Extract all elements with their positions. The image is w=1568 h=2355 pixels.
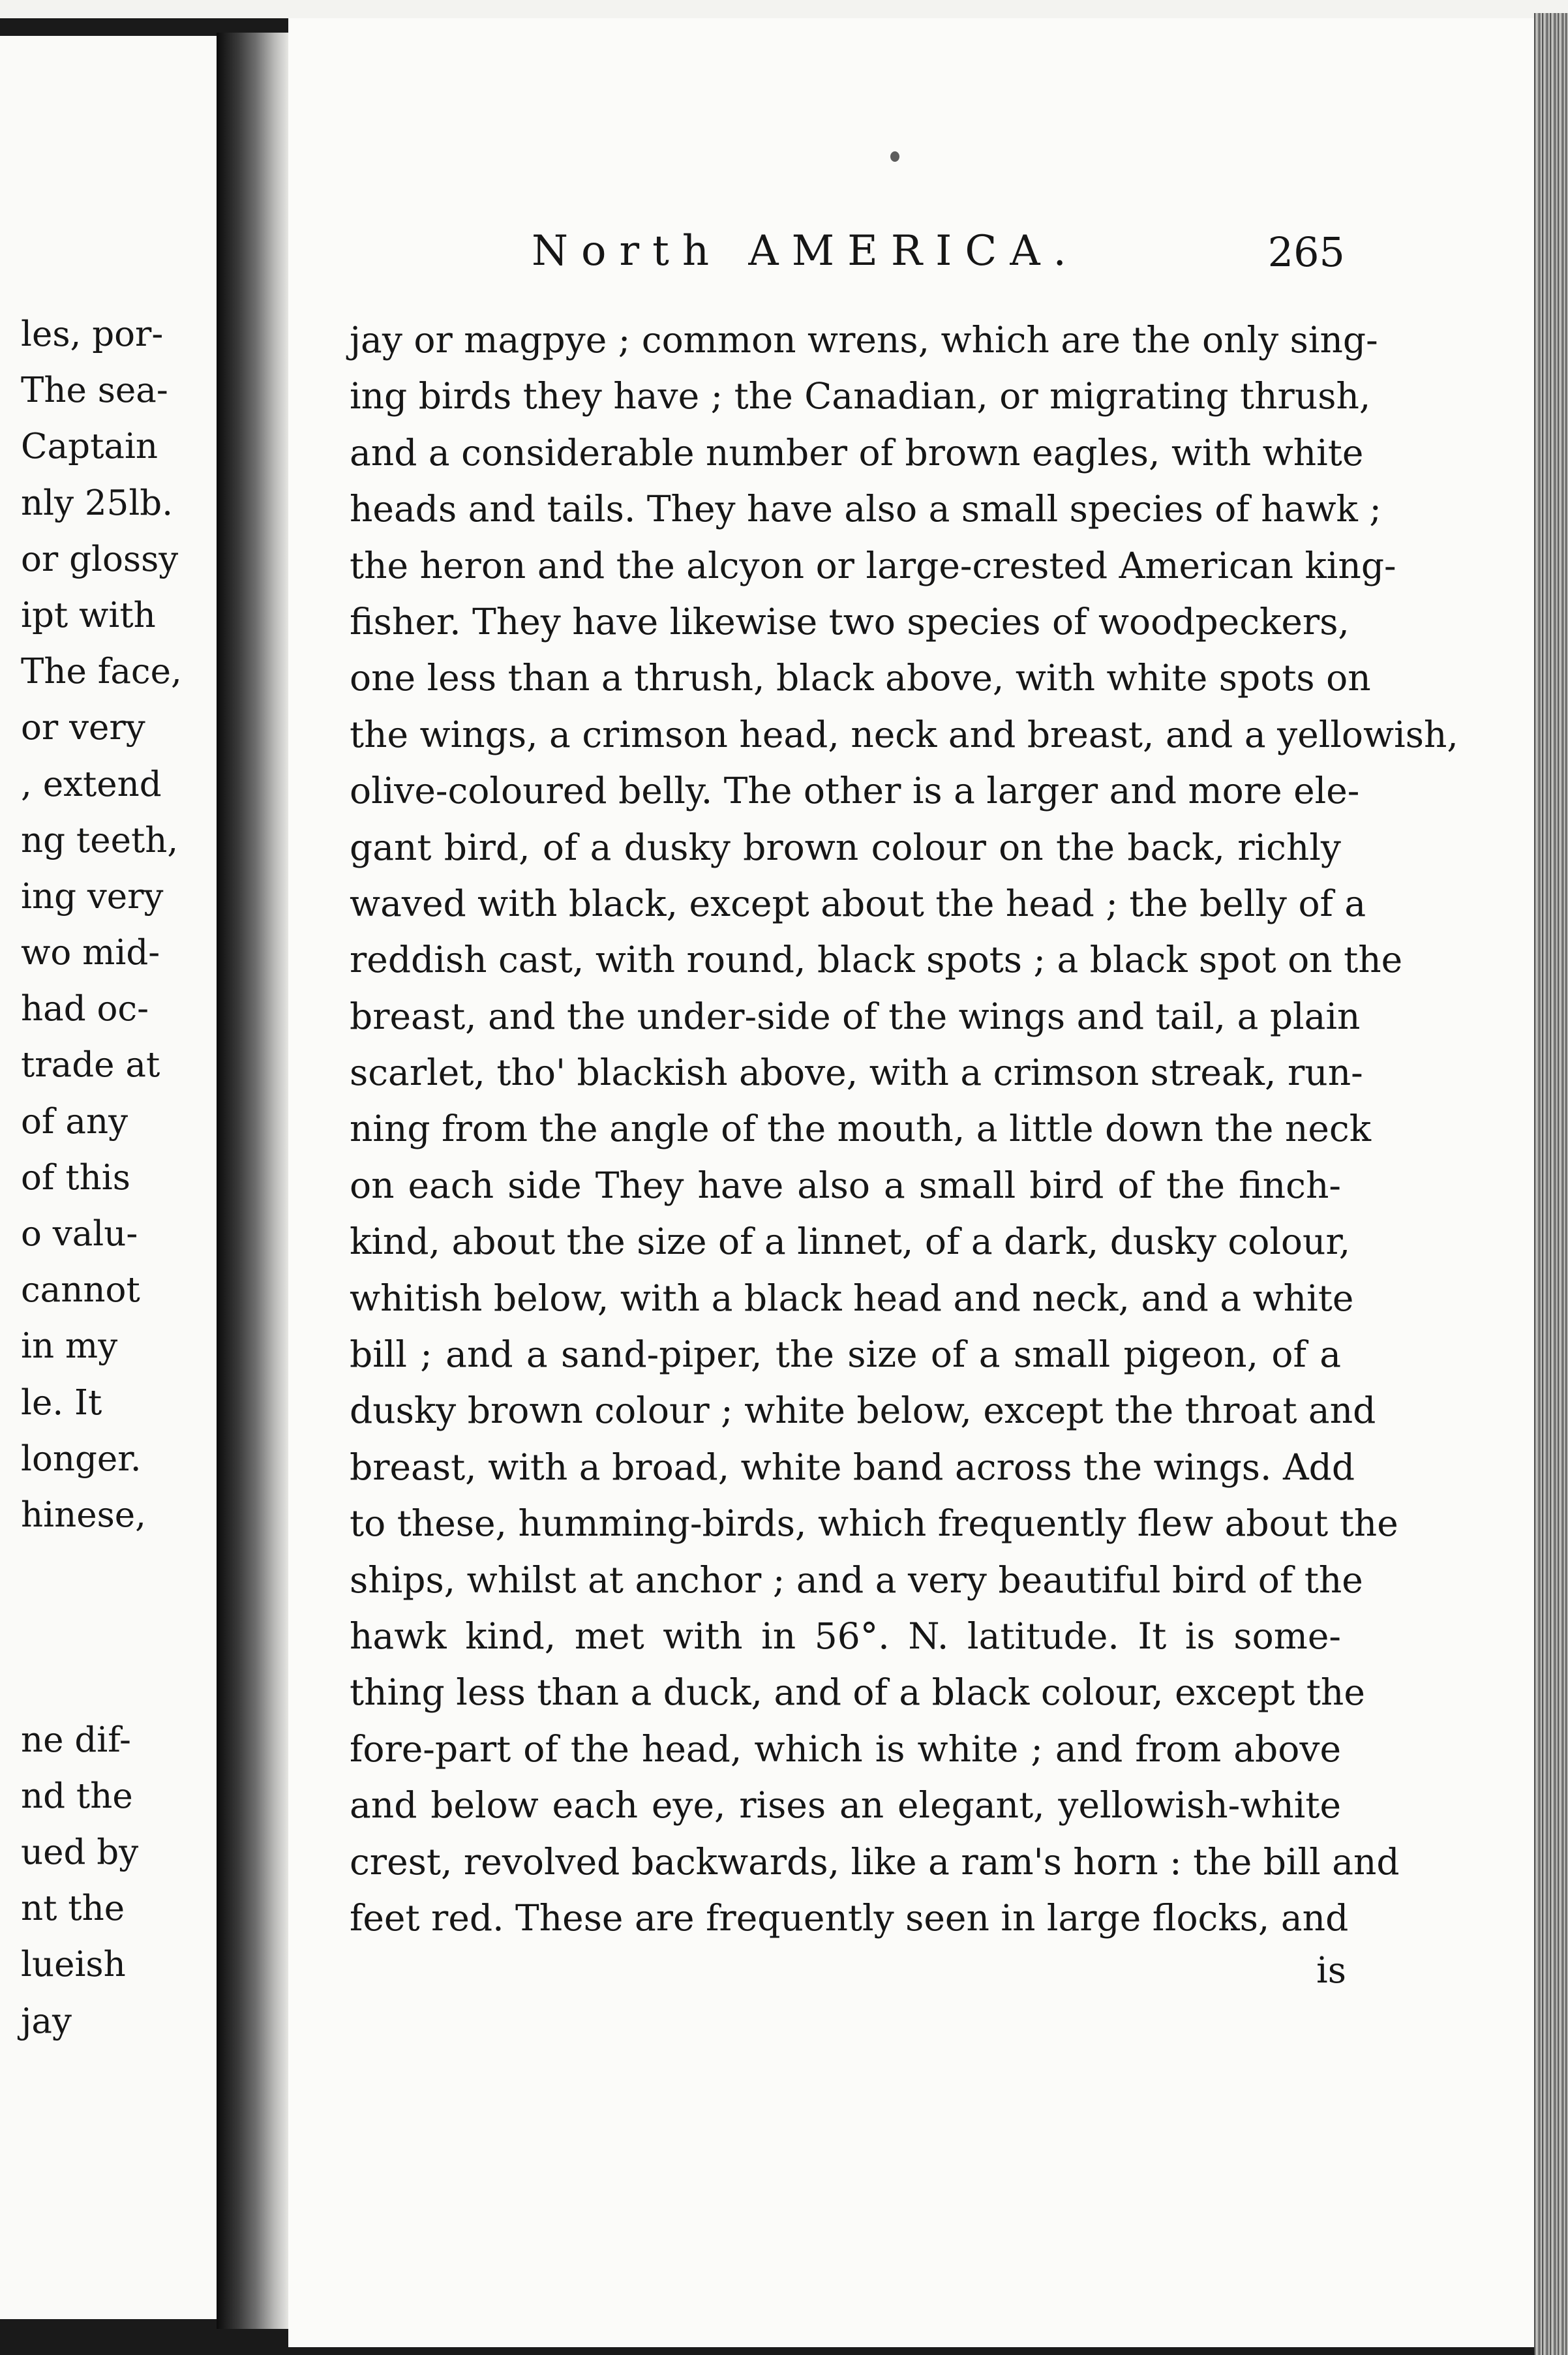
text-line: gant bird, of a dusky brown colour on the back, richly <box>350 826 1341 868</box>
scan-top-margin <box>0 0 1568 18</box>
catchword: is <box>1316 1949 1346 1991</box>
left-page-line: ipt with <box>21 595 156 635</box>
book-gutter <box>217 33 288 2329</box>
left-page-line: ng teeth, <box>21 820 179 860</box>
page-edges <box>1534 13 1568 2355</box>
text-line: crest, revolved backwards, like a ram's horn : the bill and <box>350 1840 1400 1883</box>
text-line: whitish below, with a black head and neck, and a white <box>350 1277 1354 1319</box>
text-line: feet red. These are frequently seen in large flocks, and <box>350 1896 1349 1939</box>
text-line: olive-coloured belly. The other is a larger and more ele- <box>350 770 1360 812</box>
left-page-line: or glossy <box>21 539 179 579</box>
left-page-line: ing very <box>21 876 164 917</box>
left-page-text <box>21 307 217 2050</box>
left-page-line: or very <box>21 708 145 748</box>
text-line: waved with black, except about the head ; the belly of a <box>350 882 1366 924</box>
left-page-line: The sea- <box>21 371 168 411</box>
text-line: bill ; and a sand-piper, the size of a small pigeon, of a <box>350 1333 1341 1376</box>
text-line: one less than a thrush, black above, with white spots on <box>350 657 1371 699</box>
left-page-line: ne dif- <box>21 1720 131 1760</box>
text-line: thing less than a duck, and of a black colour, except the <box>350 1671 1365 1714</box>
left-page-line: o valu- <box>21 1214 138 1254</box>
text-line: heads and tails. They have also a small species of hawk ; <box>350 488 1381 530</box>
text-line: scarlet, tho' blackish above, with a crimson streak, run- <box>350 1052 1363 1094</box>
left-page-line: les, por- <box>21 314 164 354</box>
text-line: on each side They have also a small bird of the finch- <box>350 1164 1341 1206</box>
left-page-line: had oc- <box>21 989 149 1029</box>
text-line: reddish cast, with round, black spots ; a black spot on the <box>350 939 1403 981</box>
running-head: North AMERICA. <box>532 227 1079 275</box>
left-page-line: hinese, <box>21 1495 146 1535</box>
left-page-line: longer. <box>21 1438 142 1479</box>
left-page-line <box>21 1600 217 1656</box>
left-page-line: trade at <box>21 1045 160 1086</box>
text-line: jay or magpye ; common wrens, which are the only sing- <box>350 319 1378 361</box>
text-line: kind, about the size of a linnet, of a dark, dusky colour, <box>350 1221 1351 1263</box>
text-line: the wings, a crimson head, neck and breast, and a yellowish, <box>350 713 1458 755</box>
left-page-line: of any <box>21 1101 128 1142</box>
body-text <box>350 312 1458 1946</box>
left-page <box>0 36 217 2319</box>
left-page-line: nd the <box>21 1776 133 1816</box>
left-page-line: le. It <box>21 1382 102 1423</box>
text-line: and a considerable number of brown eagles, with white <box>350 431 1364 474</box>
left-page-line: nly 25lb. <box>21 483 173 523</box>
left-page-line <box>21 1656 217 1712</box>
left-page-line: jay <box>21 2001 72 2041</box>
left-page-line: of this <box>21 1157 130 1198</box>
printer-ornament <box>890 151 899 162</box>
left-page-line: wo mid- <box>21 933 160 973</box>
text-line: dusky brown colour ; white below, except the throat and <box>350 1390 1376 1432</box>
left-page-line: lueish <box>21 1945 126 1985</box>
left-page-line: Captain <box>21 427 158 467</box>
left-page-line: , extend <box>21 764 162 804</box>
left-page-line: cannot <box>21 1270 140 1311</box>
text-line: ning from the angle of the mouth, a little down the neck <box>350 1108 1372 1150</box>
text-line: fisher. They have likewise two species of woodpeckers, <box>350 600 1349 643</box>
left-page-line: in my <box>21 1326 118 1367</box>
page-number: 265 <box>1267 228 1345 276</box>
text-line: the heron and the alcyon or large-crested American king- <box>350 544 1396 586</box>
text-line: ships, whilst at anchor ; and a very beautiful bird of the <box>350 1558 1363 1601</box>
text-line: and below each eye, rises an elegant, yellowish-white <box>350 1784 1341 1827</box>
left-page-line: ued by <box>21 1832 139 1873</box>
text-line: breast, and the under-side of the wings and tail, a plain <box>350 995 1361 1037</box>
left-page-line: nt the <box>21 1889 125 1929</box>
text-line: breast, with a broad, white band across the wings. Add <box>350 1446 1355 1488</box>
left-page-line: The face, <box>21 652 182 692</box>
text-line: fore-part of the head, which is white ; and from above <box>350 1727 1341 1770</box>
left-page-line <box>21 1543 217 1600</box>
text-line: hawk kind, met with in 56°. N. latitude. It is some- <box>350 1615 1341 1657</box>
text-line: ing birds they have ; the Canadian, or migrating thrush, <box>350 375 1371 418</box>
text-line: to these, humming-birds, which frequently flew about the <box>350 1502 1398 1545</box>
